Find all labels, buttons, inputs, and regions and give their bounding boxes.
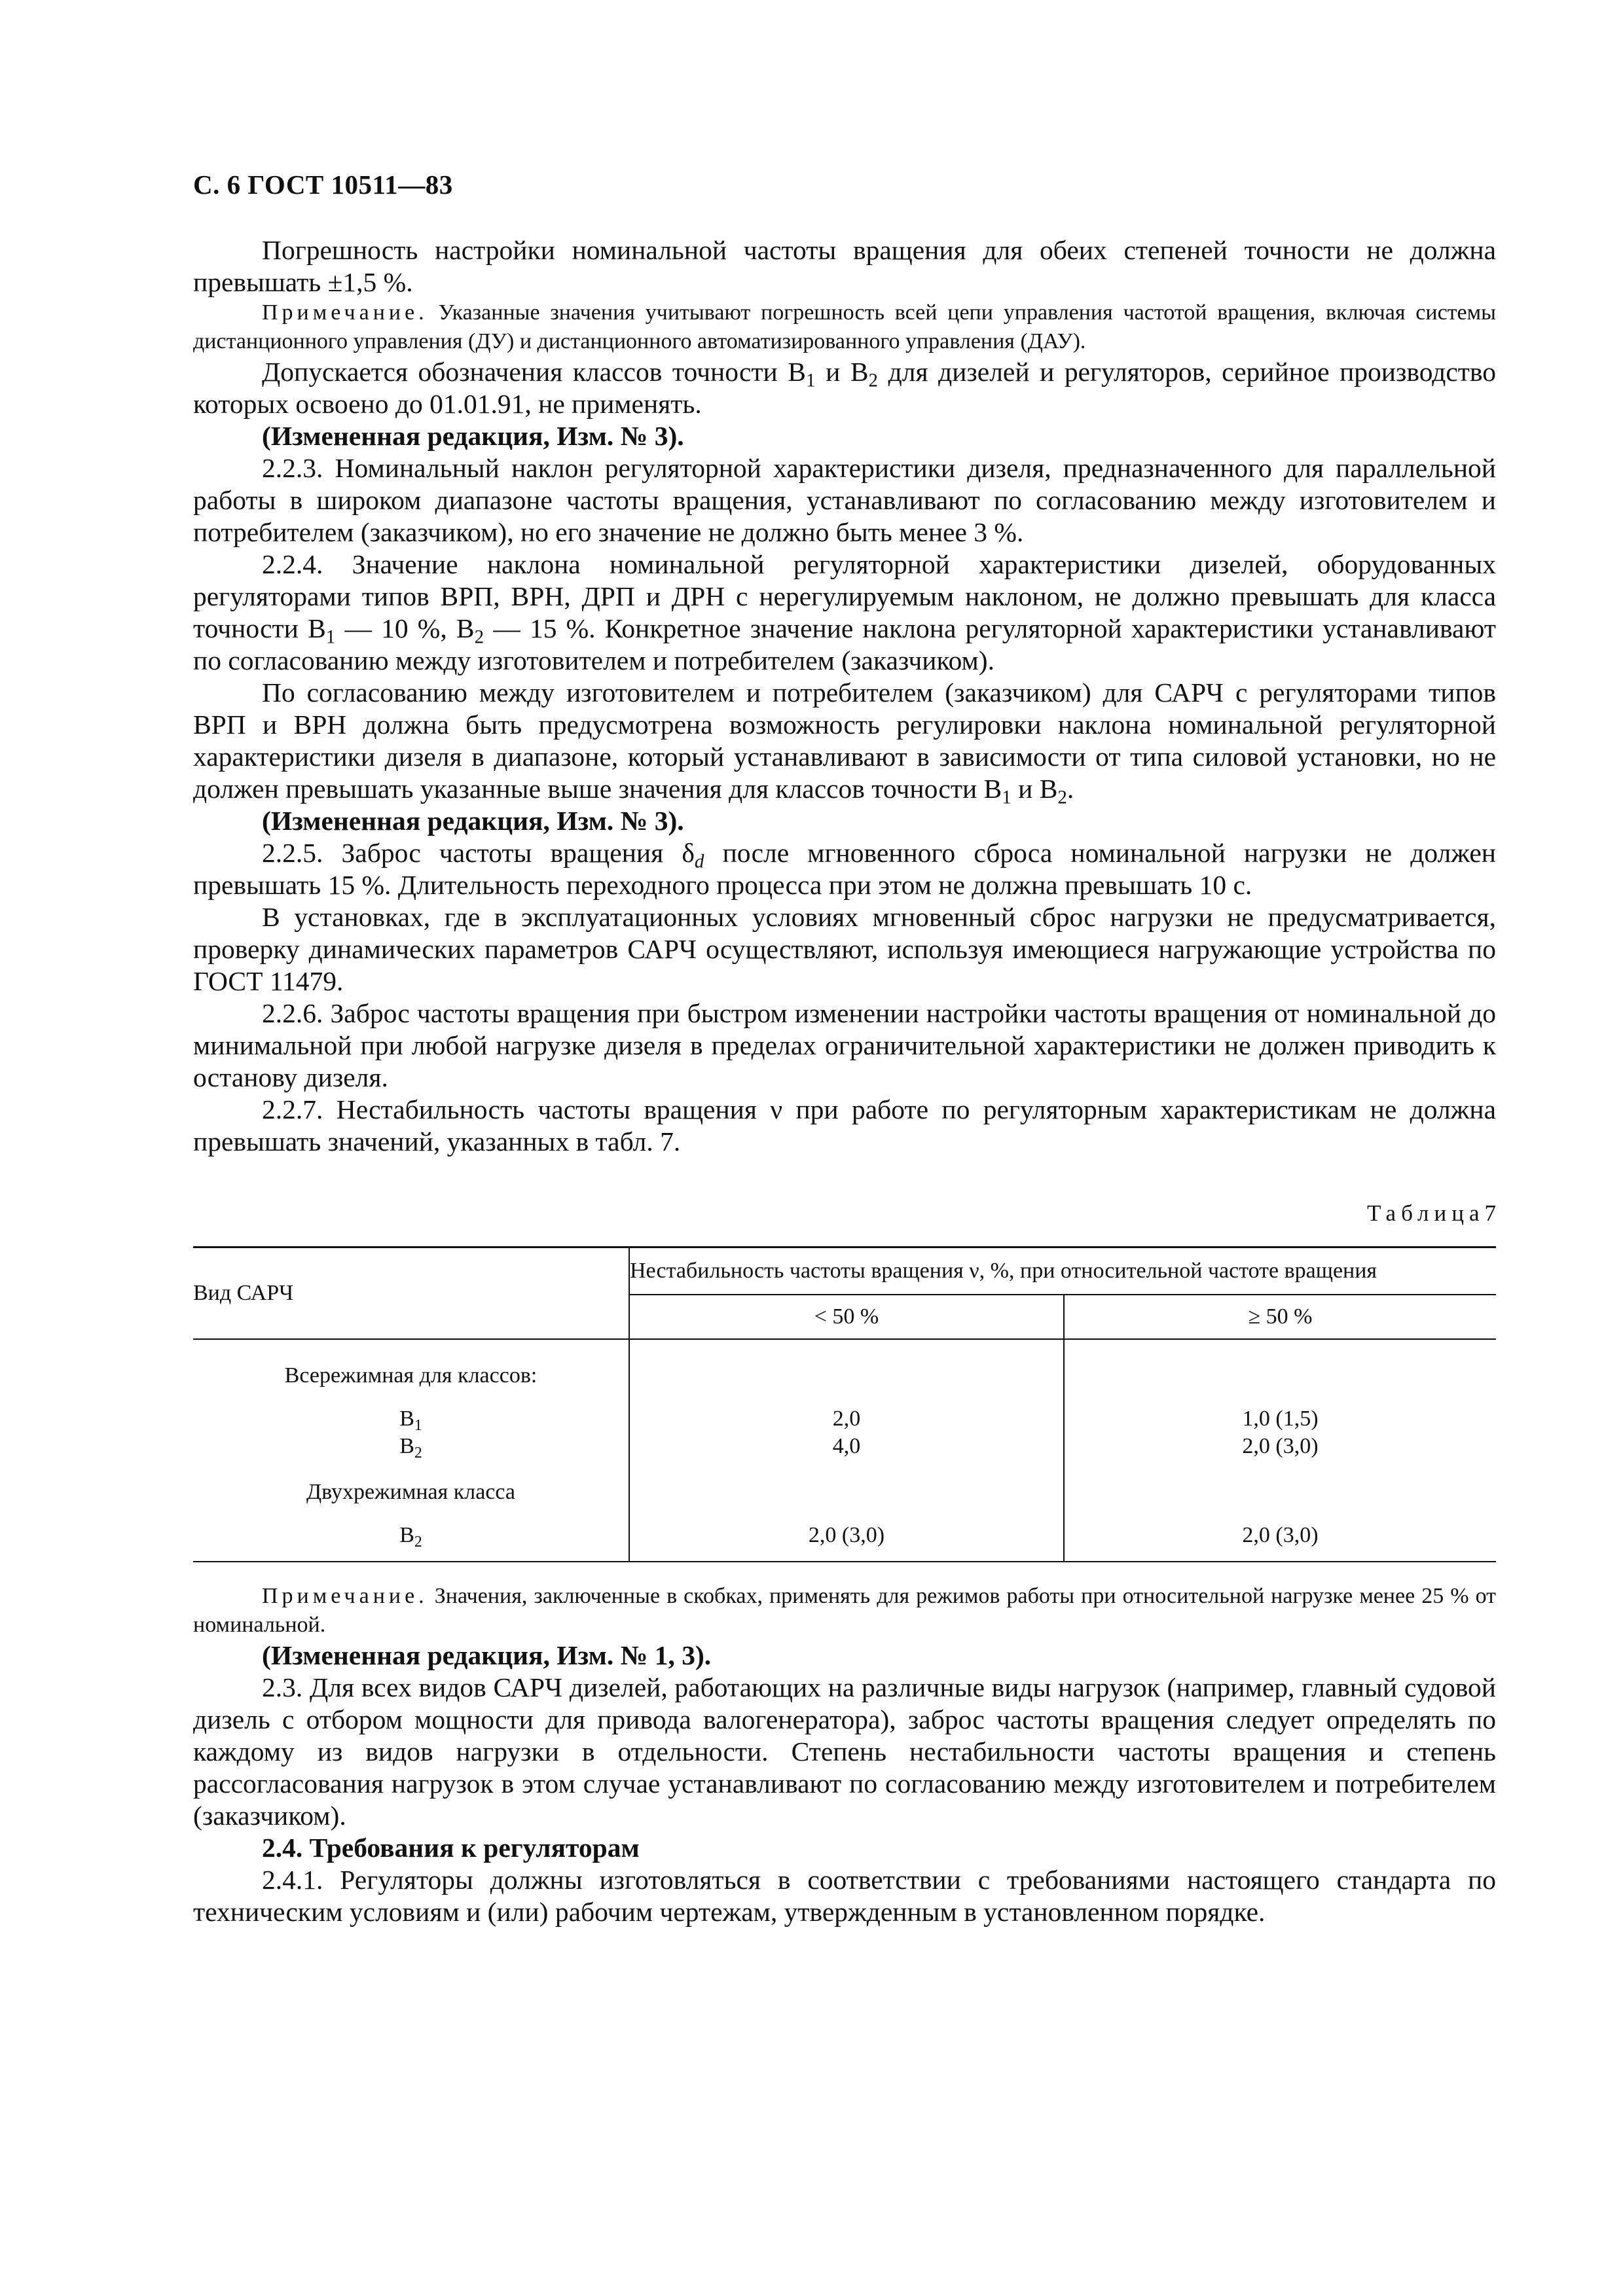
subscript: 1 <box>1002 787 1012 808</box>
text-run: Допускается обозначения классов точности В <box>262 357 806 387</box>
table-cell-empty <box>1064 1339 1496 1405</box>
text-run: — 15 %. Конкретное значение наклона регуляторной характеристики устанавливают по согласованию между изготовителем и потребителем (заказчиком). <box>193 613 1497 675</box>
class-letter: В <box>399 1434 414 1458</box>
subscript: d <box>694 851 704 872</box>
edition-note-3: (Измененная редакция, Изм. № 1, 3). <box>262 1640 712 1670</box>
table-group-two-mode: Двухрежимная класса <box>306 1480 516 1504</box>
class-letter: В <box>399 1523 414 1547</box>
paragraph-2-2-7: 2.2.7. Нестабильность частоты вращения ν при работе по регуляторным характеристикам не должна превышать значений, указанных в табл. 7. <box>193 1094 1496 1157</box>
paragraph-classes <box>193 356 1496 420</box>
text-run: 2.2.5. Заброс частоты вращения δ <box>262 838 695 868</box>
table-cell-class <box>193 1405 629 1433</box>
text-run: 2.2.4. Значение наклона номинальной регуляторной характеристики дизелей, оборудованных регуляторами типов ВРП, ВРН, ДРП и ДРН с нерегулируемым наклоном, не должно превышать для класса точности В <box>193 549 1496 643</box>
text-run: и В <box>815 357 869 387</box>
table-cell-empty <box>629 1460 1064 1522</box>
subscript: 1 <box>325 626 336 648</box>
note-1-label: Примечание. <box>262 300 428 325</box>
table-cell-value: 2,0 (3,0) <box>1064 1522 1496 1562</box>
body-text <box>193 234 1496 1928</box>
paragraph-2-2-6: 2.2.6. Заброс частоты вращения при быстром изменении настройки частоты вращения от номинальной до минимальной при любой нагрузке дизеля в пределах ограничительной характеристики не должен приводить к останову дизеля. <box>193 998 1496 1092</box>
subscript: 1 <box>806 370 816 391</box>
paragraph-2-2-4 <box>193 548 1496 677</box>
table-caption-number: 7 <box>1484 1200 1496 1226</box>
table-header-instability: Нестабильность частоты вращения ν, %, при относительной частоте вращения <box>629 1247 1496 1295</box>
table-7 <box>193 1246 1496 1562</box>
note-2-label: Примечание. <box>262 1584 428 1608</box>
text-run: По согласованию между изготовителем и потребителем (заказчиком) для САРЧ с регуляторами типов ВРП и ВРН должна быть предусмотрена возможность регулировки наклона номинальной регуляторной характеристики дизеля в диапазоне, который устанавливают в зависимости от типа силовой установки, но не должен превышать указанные выше значения для классов точности В <box>193 677 1496 804</box>
table-row <box>193 1405 1496 1433</box>
paragraph-2-3: 2.3. Для всех видов САРЧ дизелей, работающих на различные виды нагрузок (например, главный судовой дизель с отбором мощности для привода валогенератора), заброс частоты вращения следует определять по каждому из видов нагрузки в отдельности. Степень нестабильности частоты вращения и степень рассогласования нагрузок в этом случае устанавливают по согласованию между изготовителем и потребителем (заказчиком). <box>193 1672 1496 1831</box>
paragraph-tolerance: Погрешность настройки номинальной частоты вращения для обеих степеней точности не должна превышать ±1,5 %. <box>193 235 1496 297</box>
table-cell-value: 2,0 <box>629 1405 1064 1433</box>
table-header-type: Вид САРЧ <box>193 1247 629 1340</box>
table-cell-value: 4,0 <box>629 1433 1064 1460</box>
table-cell-empty <box>1064 1460 1496 1522</box>
text-run: . <box>1067 774 1074 804</box>
paragraph-2-2-4-agreement <box>193 677 1496 808</box>
table-7-caption <box>193 1197 1496 1229</box>
subscript: 2 <box>474 626 484 648</box>
table-cell-value: 2,0 (3,0) <box>629 1522 1064 1562</box>
table-cell-class <box>193 1433 629 1460</box>
table-cell-value: 1,0 (1,5) <box>1064 1405 1496 1433</box>
table-subheader-above-50: ≥ 50 % <box>1064 1295 1496 1339</box>
paragraph-2-2-5-installations: В установках, где в эксплуатационных условиях мгновенный сброс нагрузки не предусматривается, проверку динамических параметров САРЧ осуществляют, используя имеющиеся нагружающие устройства по ГОСТ 11479. <box>193 902 1496 996</box>
subscript: 2 <box>1057 787 1067 808</box>
subscript: 2 <box>868 370 879 391</box>
text-run: после мгновенного сброса номинальной нагрузки не должен превышать 15 %. Длительность переходного процесса при этом не должна превышать 10 с. <box>193 838 1496 900</box>
subscript: 2 <box>414 1534 422 1551</box>
text-run: — 10 %, В <box>335 613 475 643</box>
text-run: и В <box>1011 774 1058 804</box>
table-subheader-below-50: < 50 % <box>629 1295 1064 1339</box>
table-group-all-modes: Всережимная для классов: <box>284 1363 538 1388</box>
subscript: 2 <box>414 1444 422 1462</box>
page-header: С. 6 ГОСТ 10511—83 <box>193 170 453 200</box>
table-cell-value: 2,0 (3,0) <box>1064 1433 1496 1460</box>
paragraph-2-2-5 <box>193 837 1496 901</box>
paragraph-2-4-1: 2.4.1. Регуляторы должны изготовляться в соответствии с требованиями настоящего стандарта по техническим условиям и (или) рабочим чертежам, утвержденным в установленном порядке. <box>193 1865 1496 1927</box>
class-letter: В <box>399 1407 414 1431</box>
table-cell-class <box>193 1522 629 1562</box>
table-row <box>193 1433 1496 1460</box>
table-row <box>193 1522 1496 1562</box>
table-cell-empty <box>629 1339 1064 1405</box>
text-run: для дизелей и регуляторов, серийное производство которых освоено до 01.01.91, не применять. <box>193 357 1496 419</box>
note-1 <box>193 298 1496 356</box>
note-2-text: Значения, заключенные в скобках, применять для режимов работы при относительной нагрузке менее 25 % от номинальной. <box>193 1584 1496 1637</box>
subscript: 1 <box>414 1417 422 1435</box>
edition-note-2: (Измененная редакция, Изм. № 3). <box>262 806 684 836</box>
section-heading-2-4: 2.4. Требования к регуляторам <box>262 1833 640 1863</box>
edition-note-1: (Измененная редакция, Изм. № 3). <box>262 421 684 451</box>
note-2 <box>193 1582 1496 1640</box>
note-1-text: Указанные значения учитывают погрешность всей цепи управления частотой вращения, включая системы дистанционного управления (ДУ) и дистанционного автоматизированного управления (ДАУ). <box>193 300 1496 353</box>
paragraph-2-2-3: 2.2.3. Номинальный наклон регуляторной характеристики дизеля, предназначенного для параллельной работы в широком диапазоне частоты вращения, устанавливают по согласованию между изготовителем и потребителем (заказчиком), но его значение не должно быть менее 3 %. <box>193 453 1496 547</box>
table-caption-word: Таблица <box>1367 1200 1485 1226</box>
